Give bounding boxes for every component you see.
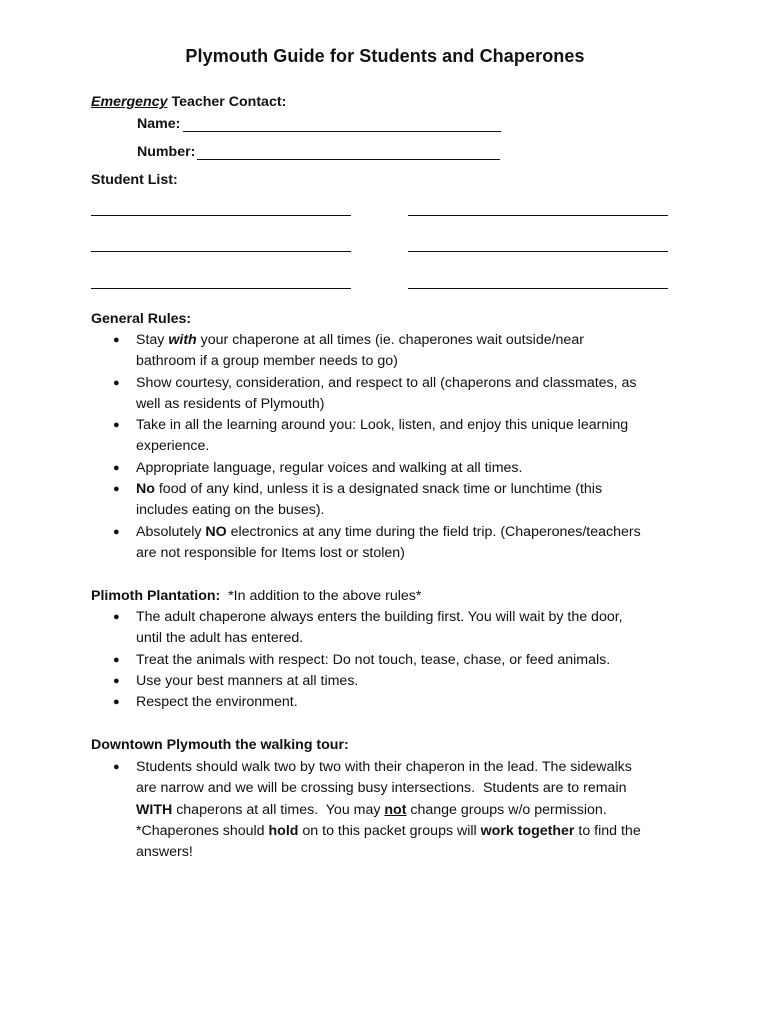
rule-line-text bbox=[136, 778, 691, 799]
bullet-icon: ● bbox=[113, 761, 120, 773]
rule-text-run: with bbox=[168, 332, 197, 348]
rule-line-text bbox=[136, 671, 691, 692]
student-blank-line[interactable] bbox=[91, 288, 351, 289]
rule-line-continuation: bathroom if a group member needs to go) bbox=[136, 353, 398, 370]
rule-text-run: Take in all the learning around you: Look, listen, and enjoy this unique learning bbox=[136, 417, 629, 434]
bullet-icon: ● bbox=[113, 674, 120, 687]
rule-text-run: WITH bbox=[136, 801, 173, 818]
general-rules-heading: General Rules: bbox=[91, 311, 192, 327]
rule-text-run: Students should walk two by two with their chaperon in the lead. The sidewalks bbox=[136, 759, 632, 775]
rule-line-text bbox=[136, 821, 691, 842]
rule-text-run: Show courtesy, consideration, and respect to all (chaperons and classmates, as bbox=[136, 374, 637, 391]
bullet-icon: ● bbox=[113, 483, 120, 496]
emergency-contact-label bbox=[91, 94, 286, 110]
page-title: Plymouth Guide for Students and Chaperones bbox=[185, 46, 585, 66]
rule-line-text bbox=[136, 330, 691, 351]
rule-text-run: The adult chaperone always enters the building first. You will wait by the door, bbox=[136, 609, 623, 625]
student-blank-line[interactable] bbox=[408, 251, 668, 252]
name-label: Name: bbox=[137, 116, 181, 132]
list-item bbox=[91, 607, 691, 650]
rule-text-run: to find the bbox=[574, 822, 641, 839]
student-blank-line[interactable] bbox=[91, 251, 351, 252]
general-rules-list bbox=[91, 330, 691, 564]
list-item bbox=[91, 522, 691, 565]
rule-line-continuation: experience. bbox=[136, 438, 210, 455]
rule-line-text bbox=[136, 607, 691, 628]
rule-text-run: work together bbox=[480, 822, 575, 839]
list-item bbox=[91, 692, 691, 713]
rule-text-run: food of any kind, unless it is a designated snack time or lunchtime (this bbox=[154, 481, 603, 498]
rule-line-text bbox=[136, 757, 691, 778]
rule-line-text bbox=[136, 650, 691, 671]
rule-text-run: *Chaperones should bbox=[136, 822, 269, 839]
bullet-icon: ● bbox=[113, 376, 120, 389]
downtown-heading: Downtown Plymouth the walking tour: bbox=[91, 737, 349, 753]
rule-text-run: No bbox=[136, 481, 155, 498]
student-blank-line[interactable] bbox=[408, 215, 668, 216]
bullet-icon: ● bbox=[113, 696, 120, 709]
rule-text-run: your chaperone at all times (ie. chaperones wait outside/near bbox=[196, 332, 584, 348]
bullet-icon: ● bbox=[113, 461, 120, 474]
list-item bbox=[91, 650, 691, 671]
rule-text-run: on to this packet groups will bbox=[298, 822, 481, 839]
rule-text-run: Respect the environment. bbox=[136, 694, 298, 711]
rule-line-text bbox=[136, 415, 691, 436]
rule-line-text bbox=[136, 522, 691, 543]
rule-line-text bbox=[136, 800, 691, 821]
rule-text-run: not bbox=[384, 801, 407, 818]
student-list-label: Student List: bbox=[91, 172, 178, 188]
bullet-icon: ● bbox=[113, 611, 120, 623]
rule-text-run: Use your best manners at all times. bbox=[136, 672, 359, 689]
rule-text-run: chaperons at all times. You may bbox=[172, 801, 385, 818]
rule-line-continuation: includes eating on the buses). bbox=[136, 502, 325, 519]
rule-line-continuation: until the adult has entered. bbox=[136, 630, 304, 647]
rule-line-continuation: are not responsible for Items lost or stolen) bbox=[136, 544, 405, 561]
emergency-emphasis: Emergency bbox=[91, 94, 168, 110]
downtown-rules-list bbox=[91, 757, 691, 863]
rule-text-run: Absolutely bbox=[136, 523, 206, 540]
rule-text-run: Stay bbox=[136, 332, 169, 348]
number-field[interactable] bbox=[197, 159, 500, 160]
rule-text-run: Appropriate language, regular voices and walking at all times. bbox=[136, 459, 523, 476]
list-item bbox=[91, 415, 691, 458]
plimoth-heading: Plimoth Plantation: bbox=[91, 588, 221, 604]
rule-text-run: answers! bbox=[136, 844, 193, 861]
rule-line-text bbox=[136, 692, 691, 713]
rule-text-run: are narrow and we will be crossing busy intersections. Students are to remain bbox=[136, 780, 627, 797]
rule-text-run: hold bbox=[268, 822, 299, 839]
plimoth-note: *In addition to the above rules* bbox=[220, 588, 422, 604]
student-blank-line[interactable] bbox=[408, 288, 668, 289]
rule-line-text bbox=[136, 842, 691, 863]
plimoth-rules-list bbox=[91, 607, 691, 713]
rule-text-run: Treat the animals with respect: Do not touch, tease, chase, or feed animals. bbox=[136, 651, 611, 668]
rule-line-text bbox=[136, 458, 691, 479]
list-item bbox=[91, 458, 691, 479]
list-item bbox=[91, 373, 691, 416]
rule-text-run: change groups w/o permission. bbox=[406, 801, 607, 818]
bullet-icon: ● bbox=[113, 419, 120, 432]
rule-line-continuation: well as residents of Plymouth) bbox=[136, 395, 325, 412]
list-item bbox=[91, 671, 691, 692]
bullet-icon: ● bbox=[113, 334, 120, 346]
rule-line-text bbox=[136, 373, 691, 394]
plimoth-heading-line bbox=[91, 588, 421, 604]
list-item bbox=[91, 330, 691, 373]
name-field[interactable] bbox=[183, 131, 501, 132]
rule-text-run: electronics at any time during the field trip. (Chaperones/teachers bbox=[226, 523, 641, 540]
student-blank-line[interactable] bbox=[91, 215, 351, 216]
list-item bbox=[91, 479, 691, 522]
bullet-icon: ● bbox=[113, 525, 120, 538]
list-item bbox=[91, 757, 691, 863]
number-label: Number: bbox=[137, 144, 196, 160]
emergency-label-rest: Teacher Contact: bbox=[171, 94, 287, 110]
rule-line-text bbox=[136, 479, 691, 500]
rule-text-run: NO bbox=[205, 523, 227, 540]
bullet-icon: ● bbox=[113, 653, 120, 666]
